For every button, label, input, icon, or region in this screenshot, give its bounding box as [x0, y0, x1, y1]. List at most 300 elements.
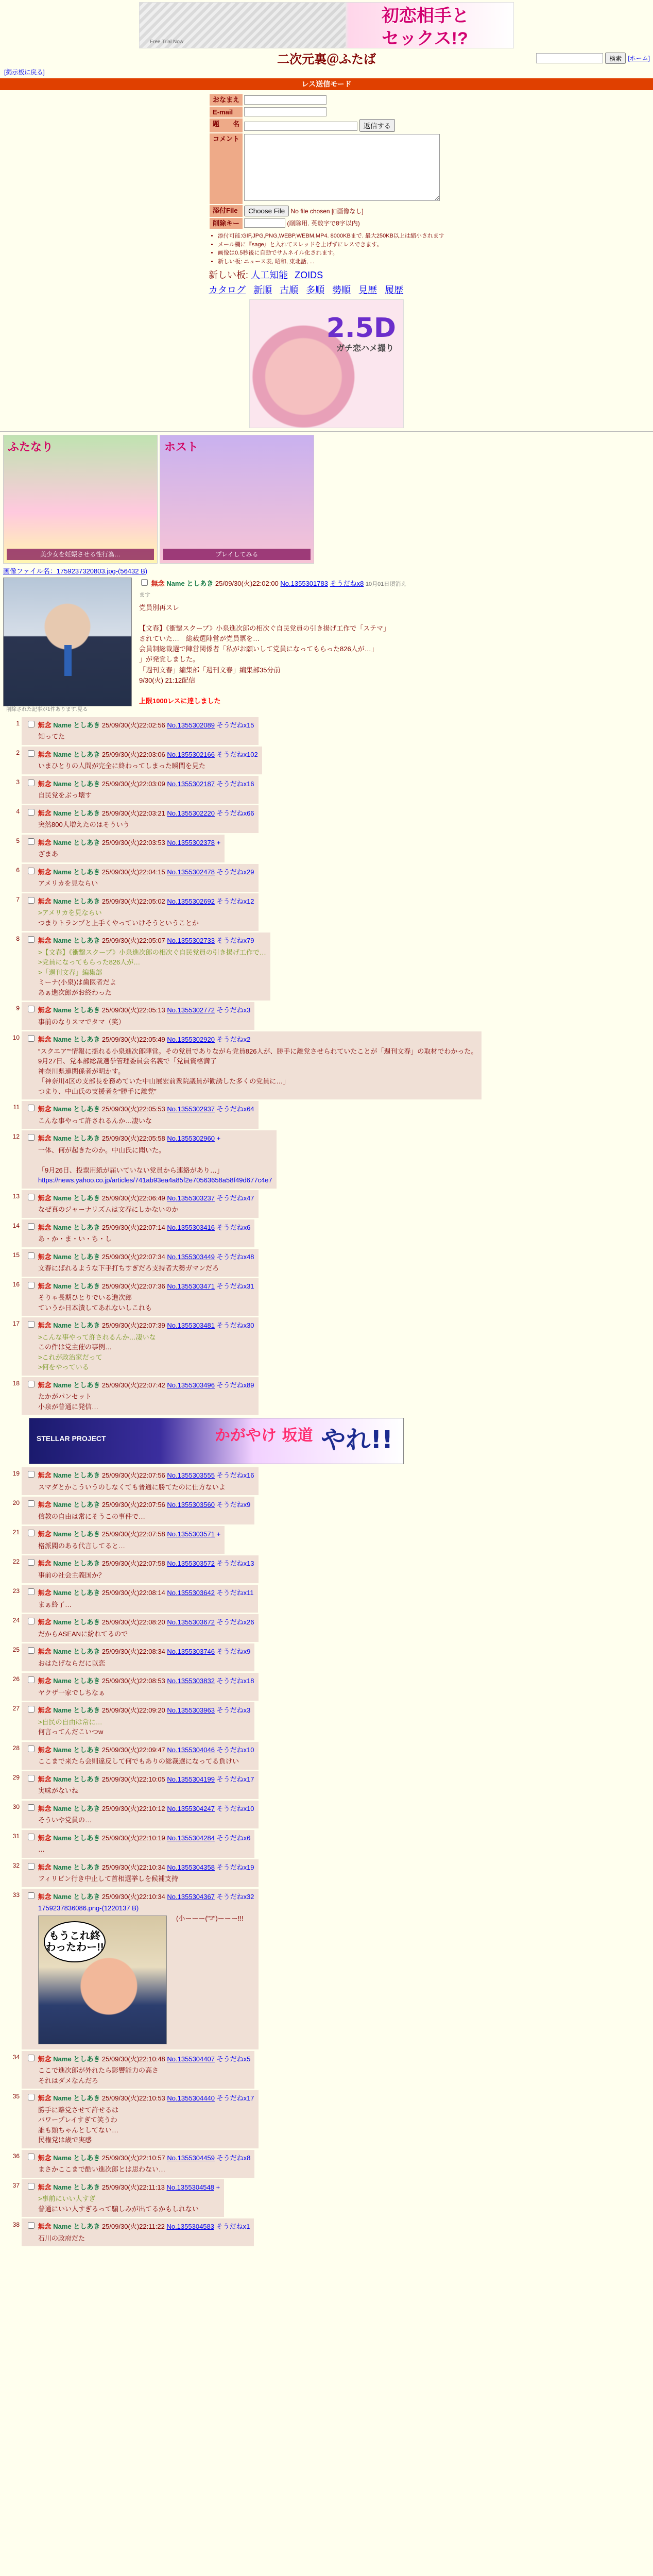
reply-post [3, 2179, 650, 2217]
reply-number[interactable]: No.1355304407 [167, 2055, 215, 2063]
reply-number[interactable]: No.1355303560 [167, 1501, 215, 1509]
square-ad[interactable] [249, 299, 404, 428]
reply-number[interactable]: No.1355303571 [167, 1530, 215, 1538]
reply-checkbox[interactable] [28, 809, 35, 816]
reply-body [26, 1629, 254, 1639]
reply-sodane[interactable]: そうだねx19 [216, 1863, 254, 1871]
reply-sodane[interactable]: そうだねx48 [216, 1252, 254, 1261]
reply-marker: 6 [16, 866, 20, 874]
reply-post [3, 893, 650, 931]
reply-checkbox[interactable] [28, 2055, 35, 2061]
reply-checkbox[interactable] [28, 2222, 35, 2229]
reply-number[interactable]: No.1355302772 [167, 1006, 215, 1014]
reply-subject: 無念 [38, 1194, 51, 1202]
reply-checkbox[interactable] [28, 2094, 35, 2100]
reply-checkbox[interactable] [28, 1706, 35, 1713]
reply-name: Name としあき [53, 1530, 100, 1538]
op-number[interactable]: No.1355301783 [280, 580, 328, 588]
reply-number[interactable]: No.1355303471 [167, 1282, 215, 1290]
delkey-field[interactable] [244, 218, 285, 228]
reply-checkbox[interactable] [28, 1863, 35, 1870]
reply-checkbox[interactable] [28, 1892, 35, 1899]
reply-sodane[interactable]: そうだねx1 [216, 2223, 250, 2231]
reply-checkbox[interactable] [28, 838, 35, 845]
reply-checkbox[interactable] [28, 1194, 35, 1200]
reply-sodane[interactable]: そうだねx26 [216, 1618, 254, 1626]
reply-number[interactable]: No.1355303832 [167, 1677, 215, 1685]
reply-body [26, 849, 220, 859]
reply-date: 25/09/30(火)22:07:39 [101, 1321, 165, 1330]
op-line: 会員制総裁選で陣営関係者「私がお願いして党員になってもらった826人が…」 [139, 645, 378, 653]
reply-number[interactable]: No.1355303642 [167, 1589, 215, 1597]
reply-line: たかがパンセット [38, 1393, 92, 1401]
reply-box [22, 805, 259, 833]
link-new[interactable]: 新順 [253, 284, 272, 295]
reply-checkbox[interactable] [28, 1559, 35, 1566]
reply-name: Name としあき [53, 779, 100, 788]
reply-sodane[interactable]: そうだねx17 [216, 2094, 254, 2103]
reply-subject: 無念 [38, 1252, 51, 1261]
reply-post [3, 1742, 650, 1770]
reply-number[interactable]: No.1355303481 [167, 1321, 215, 1330]
link-history[interactable]: 履歴 [385, 284, 404, 295]
reply-checkbox[interactable] [28, 1223, 35, 1230]
reply-sodane[interactable]: そうだねx66 [216, 809, 254, 817]
reply-marker: 34 [12, 2053, 20, 2061]
reply-line: つまり、中山氏の支援者を“勝手に離党” [38, 1087, 157, 1095]
op-expire: 10月01日頃消えます [139, 581, 407, 598]
reply-number[interactable]: No.1355302378 [167, 838, 215, 846]
reply-name: Name としあき [53, 1006, 100, 1014]
reply-post [3, 1467, 650, 1495]
reply-line: >これが政治家だって [38, 1353, 102, 1361]
reply-post [3, 1497, 650, 1524]
reply-body [26, 1512, 250, 1522]
reply-box [22, 1190, 259, 1218]
reply-number[interactable]: No.1355304284 [167, 1834, 215, 1842]
reply-body [26, 790, 254, 801]
op-file-line [3, 567, 650, 576]
reply-box [22, 1002, 254, 1030]
reply-marker: 9 [16, 1005, 20, 1012]
ad-left[interactable] [3, 435, 158, 564]
reply-subject: 無念 [38, 868, 51, 876]
reply-checkbox[interactable] [28, 897, 35, 904]
reply-line: “スクエア”“情報に揺れる小泉進次郎陣営。その党員でありながら党員826人が、勝手に離党させられていたことが「週刊文春」の取材でわかった。 [38, 1047, 478, 1055]
reply-post [3, 2150, 650, 2178]
reply-sodane[interactable]: そうだねx89 [216, 1381, 254, 1389]
reply-number[interactable]: No.1355303572 [167, 1560, 215, 1568]
thread [0, 714, 653, 2247]
reply-post [3, 1702, 650, 1740]
reply-number[interactable]: No.1355302733 [167, 937, 215, 945]
reply-number[interactable]: No.1355304046 [167, 1745, 215, 1754]
reply-line: そういや党員の… [38, 1816, 92, 1824]
back-to-board-link[interactable]: [掲示板に戻る] [4, 69, 45, 76]
ad-left-caption: 美少女を妊娠させる性行為… [7, 549, 154, 560]
reply-date: 25/09/30(火)22:10:19 [101, 1834, 165, 1842]
reply-checkbox[interactable] [28, 2154, 35, 2160]
email-field[interactable] [244, 107, 326, 116]
reply-number[interactable]: No.1355303963 [167, 1706, 215, 1715]
reply-box [22, 835, 225, 862]
reply-sodane[interactable]: そうだねx29 [216, 868, 254, 876]
search-button[interactable]: 検索 [605, 53, 626, 64]
reply-body [26, 1600, 254, 1610]
reply-body [26, 1874, 254, 1884]
op-line: されていた… 総裁選陣営が党員票を… [139, 635, 260, 643]
reply-checkbox[interactable] [28, 1105, 35, 1111]
reply-line: 勝手に離党させて許せるは [38, 2106, 119, 2114]
reply-sodane[interactable]: そうだねx6 [216, 1223, 251, 1231]
reply-date: 25/09/30(火)22:03:09 [101, 779, 165, 788]
reply-box [22, 1467, 259, 1495]
reply-checkbox[interactable] [28, 1321, 35, 1328]
reply-sodane[interactable]: そうだねx47 [216, 1194, 254, 1202]
reply-sodane[interactable]: そうだねx9 [216, 1501, 251, 1509]
reply-line: ていうか日本潰してあれないしこれも [38, 1303, 152, 1312]
reply-number[interactable]: No.1355304358 [167, 1863, 215, 1871]
reply-date: 25/09/30(火)22:11:13 [101, 2183, 165, 2191]
file-note[interactable]: [□画像なし] [331, 207, 364, 215]
op-post [0, 567, 653, 714]
reply-date: 25/09/30(火)22:10:34 [101, 1863, 165, 1871]
reply-box [22, 1249, 259, 1277]
reply-box [22, 1497, 254, 1524]
reply-name: Name としあき [53, 1105, 100, 1113]
reply-line: パワープレイすぎて笑うわ [38, 2116, 117, 2124]
reply-line: なぜ真のジャーナリズムは文春にしかないのか [38, 1206, 179, 1214]
reply-post [3, 1130, 650, 1189]
ad-right-head: ホスト [164, 440, 199, 453]
reply-date: 25/09/30(火)22:08:34 [101, 1648, 165, 1656]
rule-item: • 添付可能:GIF,JPG,PNG,WEBP,WEBM,MP4. 8000KBまで. 最大250KB以上は縮小されます [218, 232, 444, 241]
reply-body [26, 2194, 220, 2214]
reply-number[interactable]: No.1355302478 [167, 868, 215, 876]
reply-sodane[interactable]: そうだねx2 [216, 1036, 251, 1044]
reply-checkbox[interactable] [28, 1588, 35, 1595]
reply-number[interactable]: No.1355304548 [166, 2183, 214, 2191]
reply-checkbox[interactable] [28, 1471, 35, 1478]
reply-checkbox[interactable] [28, 1134, 35, 1141]
reply-number[interactable]: No.1355303555 [167, 1471, 215, 1480]
reply-box [22, 2051, 254, 2089]
reply-subject: 無念 [38, 1677, 51, 1685]
reply-sodane[interactable]: + [216, 1530, 221, 1538]
name-label: おなまえ [210, 94, 243, 106]
reply-checkbox[interactable] [28, 2183, 35, 2190]
reply-marker: 17 [12, 1320, 20, 1328]
link-momentum[interactable]: 勢順 [332, 284, 351, 295]
reply-post [3, 1801, 650, 1828]
reply-subject: 無念 [38, 1006, 51, 1014]
reply-body [26, 1116, 254, 1126]
reply-name: Name としあき [53, 1223, 100, 1231]
reply-subject: 無念 [38, 2223, 51, 2231]
reply-marker: 38 [12, 2221, 20, 2229]
reply-checkbox[interactable] [28, 721, 35, 727]
reply-image[interactable] [38, 1916, 167, 2044]
reply-date: 25/09/30(火)22:10:34 [101, 1892, 165, 1901]
reply-name: Name としあき [53, 1589, 100, 1597]
op-image[interactable] [3, 578, 132, 706]
reply-sodane[interactable]: そうだねx12 [216, 897, 254, 905]
reply-post [3, 1673, 650, 1701]
square-ad-sub: ガチ恋ハメ撮り [336, 344, 394, 353]
reply-sodane[interactable]: そうだねx17 [216, 1775, 254, 1783]
reply-number[interactable]: No.1355303237 [167, 1194, 215, 1202]
reply-line [38, 1155, 272, 1165]
reply-name: Name としあき [53, 1677, 100, 1685]
reply-date: 25/09/30(火)22:09:20 [101, 1706, 165, 1715]
op-sodane[interactable]: そうだねx8 [330, 580, 364, 588]
catalog-links [209, 284, 444, 296]
reply-line: 石川の政府だた [38, 2234, 85, 2242]
reply-number[interactable]: No.1355304459 [167, 2154, 215, 2162]
link-view-history[interactable]: 見歴 [358, 284, 377, 295]
reply-subject: 無念 [38, 2183, 51, 2191]
reply-subject: 無念 [38, 1530, 51, 1538]
reply-sodane[interactable]: + [216, 1134, 221, 1143]
reply-number[interactable]: No.1355304199 [167, 1775, 215, 1783]
reply-name: Name としあき [53, 2154, 100, 2162]
reply-checkbox[interactable] [28, 1775, 35, 1782]
reply-body [26, 1263, 254, 1274]
reply-checkbox[interactable] [28, 936, 35, 943]
reply-subject: 無念 [38, 2094, 51, 2103]
reply-body [26, 1145, 272, 1185]
op-file-link[interactable]: 画像ファイル名：1759237320803.jpg-(56432 B) [3, 567, 148, 575]
reply-sodane[interactable]: + [216, 838, 221, 846]
reply-number[interactable]: No.1355302089 [167, 721, 215, 729]
reply-checkbox[interactable] [28, 1035, 35, 1042]
reply-number[interactable]: No.1355304247 [167, 1804, 215, 1812]
reply-body [26, 878, 254, 889]
reply-line: ヤクザ一家でしちなぁ [38, 1688, 106, 1697]
reply-checkbox[interactable] [28, 1804, 35, 1811]
email-label: E-mail [210, 107, 243, 118]
reply-checkbox[interactable] [28, 750, 35, 757]
reply-checkbox[interactable] [28, 1676, 35, 1683]
reply-post [3, 1555, 650, 1583]
subject-field[interactable] [244, 122, 357, 131]
comment-label: コメント [210, 133, 243, 204]
reply-subject: 無念 [38, 2154, 51, 2162]
submit-button[interactable]: 返信する [359, 119, 395, 132]
reply-line[interactable]: https://news.yahoo.co.jp/articles/741ab93ea4a85f2e70563658a58f49d677c4e7 [38, 1176, 272, 1184]
reply-number[interactable]: No.1355303449 [167, 1252, 215, 1261]
reply-body [26, 1844, 250, 1855]
reply-sodane[interactable]: そうだねx3 [216, 1706, 251, 1715]
home-link[interactable]: [ホーム] [628, 54, 650, 62]
reply-number[interactable]: No.1355302220 [167, 809, 215, 817]
reply-sodane[interactable]: そうだねx64 [216, 1105, 254, 1113]
reply-post [3, 1219, 650, 1247]
op-subject: 無念 [151, 580, 165, 588]
reply-sodane[interactable]: そうだねx9 [216, 1648, 251, 1656]
reply-checkbox[interactable] [28, 1381, 35, 1387]
reply-sodane[interactable]: そうだねx3 [216, 1006, 251, 1014]
reply-sodane[interactable]: そうだねx18 [216, 1677, 254, 1685]
op-checkbox[interactable] [141, 579, 148, 586]
reply-post [3, 1317, 650, 1376]
reply-line: 自民党をぶっ壊す [38, 791, 92, 800]
reply-checkbox[interactable] [28, 1530, 35, 1536]
reply-number[interactable]: No.1355303496 [167, 1381, 215, 1389]
rule-item: • 新しい板: ニュース表, 昭和, 東北話, ... [218, 258, 444, 266]
reply-checkbox[interactable] [28, 1252, 35, 1259]
comment-field[interactable] [244, 134, 440, 201]
reply-body [26, 1786, 254, 1796]
reply-name: Name としあき [53, 2055, 100, 2063]
reply-post [3, 864, 650, 892]
reply-line: >こんな事やって許されるんか…凄いな [38, 1333, 156, 1341]
reply-sodane[interactable]: そうだねx10 [216, 1804, 254, 1812]
reply-line: 誰も頭ちゃんとしてない… [38, 2126, 119, 2134]
reply-post [3, 1526, 650, 1554]
ad-right-caption: プレイしてみる [163, 549, 311, 560]
reply-number[interactable]: No.1355302187 [167, 779, 215, 788]
reply-post [3, 717, 650, 745]
reply-name: Name としあき [53, 1834, 100, 1842]
reply-sodane[interactable]: そうだねx32 [216, 1892, 254, 1901]
reply-name: Name としあき [53, 2223, 100, 2231]
reply-checkbox[interactable] [28, 1006, 35, 1012]
ad-title-line2: セックス!? [382, 29, 468, 48]
op-line: 【文春】《衝撃スクープ》小泉進次郎の相次ぐ自民党員の引き揚げ工作で「ステマ」 [139, 624, 390, 632]
new-boards-label: 新しい板: [209, 270, 249, 281]
reply-date: 25/09/30(火)22:05:13 [101, 1006, 165, 1014]
reply-marker: 26 [12, 1675, 20, 1683]
reply-box [22, 1377, 259, 1415]
reply-sodane[interactable]: そうだねx16 [216, 1471, 254, 1480]
reply-subject: 無念 [38, 897, 51, 905]
reply-sodane[interactable]: そうだねx102 [216, 750, 258, 758]
reply-checkbox[interactable] [28, 779, 35, 786]
reply-subject: 無念 [38, 1560, 51, 1568]
reply-marker: 23 [12, 1587, 20, 1595]
reply-checkbox[interactable] [28, 868, 35, 874]
inline-ad-headline: かがやけ 坂道 [215, 1427, 313, 1445]
reply-number[interactable]: No.1355304440 [167, 2094, 215, 2103]
reply-sodane[interactable]: + [216, 2183, 220, 2191]
reply-sodane[interactable]: そうだねx30 [216, 1321, 254, 1330]
reply-post [3, 805, 650, 833]
reply-sodane[interactable]: そうだねx11 [216, 1589, 254, 1597]
reply-number[interactable]: No.1355304583 [166, 2223, 214, 2231]
reply-marker: 37 [12, 2181, 20, 2189]
reply-subject: 無念 [38, 1775, 51, 1783]
reply-line: 「神奈川4区の支部長を務めていた中山展宏前衆院議員が勧誘した多くの党員に…」 [38, 1077, 290, 1086]
reply-marker: 14 [12, 1222, 20, 1229]
reply-checkbox[interactable] [28, 1745, 35, 1752]
reply-line: 突然800人増えたのはそういう [38, 821, 130, 829]
reply-number[interactable]: No.1355303416 [167, 1223, 215, 1231]
reply-name: Name としあき [53, 2094, 100, 2103]
link-ai[interactable]: 人工知能 [251, 270, 288, 281]
reply-number[interactable]: No.1355303746 [167, 1648, 215, 1656]
link-many[interactable]: 多順 [306, 284, 325, 295]
reply-number[interactable]: No.1355302937 [167, 1105, 215, 1113]
reply-date: 25/09/30(火)22:09:47 [101, 1745, 165, 1754]
reply-checkbox[interactable] [28, 1282, 35, 1289]
reply-date: 25/09/30(火)22:10:53 [101, 2094, 165, 2103]
reply-name: Name としあき [53, 897, 100, 905]
link-catalog[interactable]: カタログ [209, 284, 246, 295]
link-old[interactable]: 古順 [280, 284, 299, 295]
reply-checkbox[interactable] [28, 1618, 35, 1624]
rule-item: • メール欄に『sage』と入れてスレッドを上げずにレスできます。 [218, 241, 444, 249]
reply-date: 25/09/30(火)22:05:07 [101, 937, 165, 945]
reply-marker: 22 [12, 1558, 20, 1566]
reply-sodane[interactable]: そうだねx13 [216, 1560, 254, 1568]
reply-body [26, 2164, 250, 2175]
reply-line: そりゃ長期ひとりでいる進次郎 [38, 1294, 132, 1302]
reply-sodane[interactable]: そうだねx15 [216, 721, 254, 729]
reply-post [3, 1031, 650, 1099]
reply-name: Name としあき [53, 1648, 100, 1656]
reply-number[interactable]: No.1355302166 [167, 750, 215, 758]
reply-marker: 4 [16, 807, 20, 815]
reply-name: Name としあき [53, 1618, 100, 1626]
reply-sodane[interactable]: そうだねx5 [216, 2055, 251, 2063]
reply-checkbox[interactable] [28, 1647, 35, 1654]
reply-number[interactable]: No.1355302920 [167, 1036, 215, 1044]
reply-number[interactable]: No.1355303672 [167, 1618, 215, 1626]
reply-checkbox[interactable] [28, 1500, 35, 1507]
reply-sodane[interactable]: そうだねx6 [216, 1834, 251, 1842]
speech-bubble: もうこれ終わったわー!! [44, 1921, 106, 1962]
top-ad-banner[interactable] [0, 0, 653, 48]
reply-line: ミーナ(小泉)は歯医者だよ [38, 978, 116, 987]
reply-number[interactable]: No.1355302692 [167, 897, 215, 905]
reply-number[interactable]: No.1355304367 [167, 1892, 215, 1901]
reply-sodane[interactable]: そうだねx79 [216, 937, 254, 945]
reply-number[interactable]: No.1355302960 [167, 1134, 215, 1143]
ad-right[interactable] [160, 435, 314, 564]
reply-checkbox[interactable] [28, 1834, 35, 1840]
reply-file-link[interactable]: 1759237836086.png-(1220137 B) [38, 1904, 139, 1912]
reply-sodane[interactable]: そうだねx10 [216, 1745, 254, 1754]
reply-body [26, 820, 254, 830]
reply-name: Name としあき [53, 1775, 100, 1783]
reply-date: 25/09/30(火)22:10:57 [101, 2154, 165, 2162]
search-input[interactable] [536, 53, 603, 63]
inline-ad-banner[interactable] [29, 1418, 404, 1464]
reply-date: 25/09/30(火)22:03:53 [101, 838, 165, 846]
link-zoids[interactable]: ZOIDS [295, 270, 323, 281]
reply-post [3, 1859, 650, 1887]
reply-post [3, 835, 650, 862]
reply-date: 25/09/30(火)22:07:14 [101, 1223, 165, 1231]
reply-marker: 16 [12, 1280, 20, 1288]
reply-box [22, 1278, 259, 1316]
reply-body [26, 1332, 254, 1372]
op-line: 党員別再スレ [139, 603, 180, 612]
name-field[interactable] [244, 95, 326, 105]
reply-body [26, 1205, 254, 1215]
op-caption: 削除された記事が1件あります.見る [6, 707, 88, 713]
tie-shape [64, 645, 72, 676]
reply-body [26, 761, 258, 771]
reply-sodane[interactable]: そうだねx16 [216, 779, 254, 788]
reply-sodane[interactable]: そうだねx31 [216, 1282, 254, 1290]
reply-line: 格派閥のある代言してると… [38, 1541, 126, 1550]
reply-line: 普通にいい人すぎるって騙しみが出てるかもしれない [38, 2205, 199, 2213]
reply-line: 事前の社会主義国か？ [38, 1571, 106, 1579]
reply-sodane[interactable]: そうだねx8 [216, 2154, 251, 2162]
choose-file-button[interactable]: Choose File [244, 206, 289, 216]
